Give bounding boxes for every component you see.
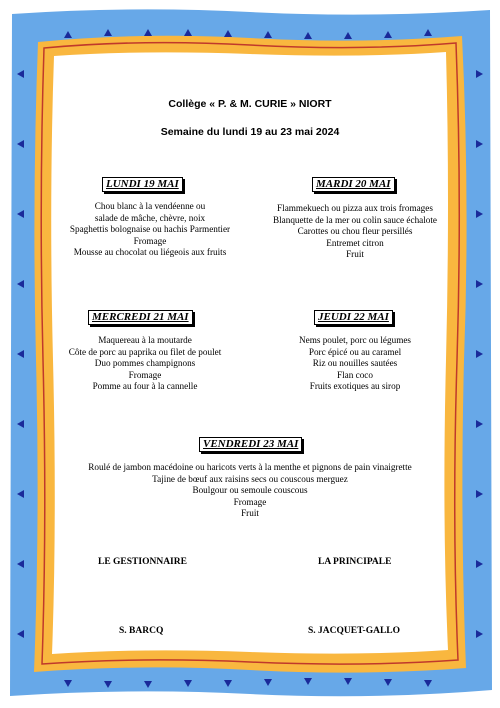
menu-item: Blanquette de la mer ou colin sauce échalote [272, 214, 438, 225]
menu-item: Tajine de bœuf aux raisins secs ou couscous merguez [152, 473, 348, 484]
menu-item: Fromage [233, 496, 267, 507]
menu-item: Flan coco [337, 369, 373, 380]
menu-item: salade de mâche, chèvre, noix [94, 212, 206, 223]
menu-item: Flammekuech ou pizza aux trois fromages [277, 203, 433, 213]
menu-friday [55, 462, 445, 520]
menu-item: Entremet citron [326, 237, 384, 248]
menu-item: Boulgour ou semoule couscous [192, 485, 308, 496]
menu-item: Riz ou nouilles sautées [312, 358, 398, 369]
menu-monday [45, 201, 255, 259]
menu-item: Fruits exotiques au sirop [309, 381, 401, 392]
menu-item: Duo pommes champignons [94, 358, 196, 369]
menu-item: Fruit [346, 249, 364, 260]
menu-item: Nems poulet, porc ou légumes [298, 335, 411, 345]
signature-left-title: LE GESTIONNAIRE [98, 557, 187, 567]
signature-left-name: S. BARCQ [119, 626, 164, 636]
menu-item: Maquereau à la moutarde [98, 335, 192, 345]
signature-right-title: LA PRINCIPALE [318, 557, 392, 567]
menu-thursday [250, 335, 460, 393]
menu-item: Fromage [128, 369, 162, 380]
week-title: Semaine du lundi 19 au 23 mai 2024 [160, 126, 340, 138]
menu-item: Côte de porc au paprika ou filet de poulet [68, 346, 222, 357]
menu-item: Spaghettis bolognaise ou hachis Parmentier [69, 224, 231, 235]
day-title-friday: VENDREDI 23 MAI [199, 437, 302, 452]
menu-item: Roulé de jambon macédoine ou haricots verts à la menthe et pignons de pain vinaigrette [88, 462, 412, 472]
menu-tuesday [250, 203, 460, 261]
signature-right-name: S. JACQUET-GALLO [308, 626, 401, 636]
menu-item: Fruit [241, 508, 259, 519]
day-title-monday: LUNDI 19 MAI [102, 177, 183, 192]
day-title-wednesday: MERCREDI 21 MAI [88, 310, 193, 325]
menu-item: Carottes ou chou fleur persillés [297, 226, 413, 237]
menu-item: Porc épicé ou au caramel [308, 346, 402, 357]
menu-wednesday [40, 335, 250, 393]
menu-item: Pomme au four à la cannelle [92, 381, 198, 392]
day-title-thursday: JEUDI 22 MAI [314, 310, 393, 325]
day-title-tuesday: MARDI 20 MAI [312, 177, 395, 192]
school-title: Collège « P. & M. CURIE » NIORT [168, 98, 332, 110]
menu-item: Mousse au chocolat ou liégeois aux fruits [73, 247, 227, 258]
menu-item: Chou blanc à la vendéenne ou [94, 201, 206, 211]
menu-item: Fromage [133, 235, 167, 246]
